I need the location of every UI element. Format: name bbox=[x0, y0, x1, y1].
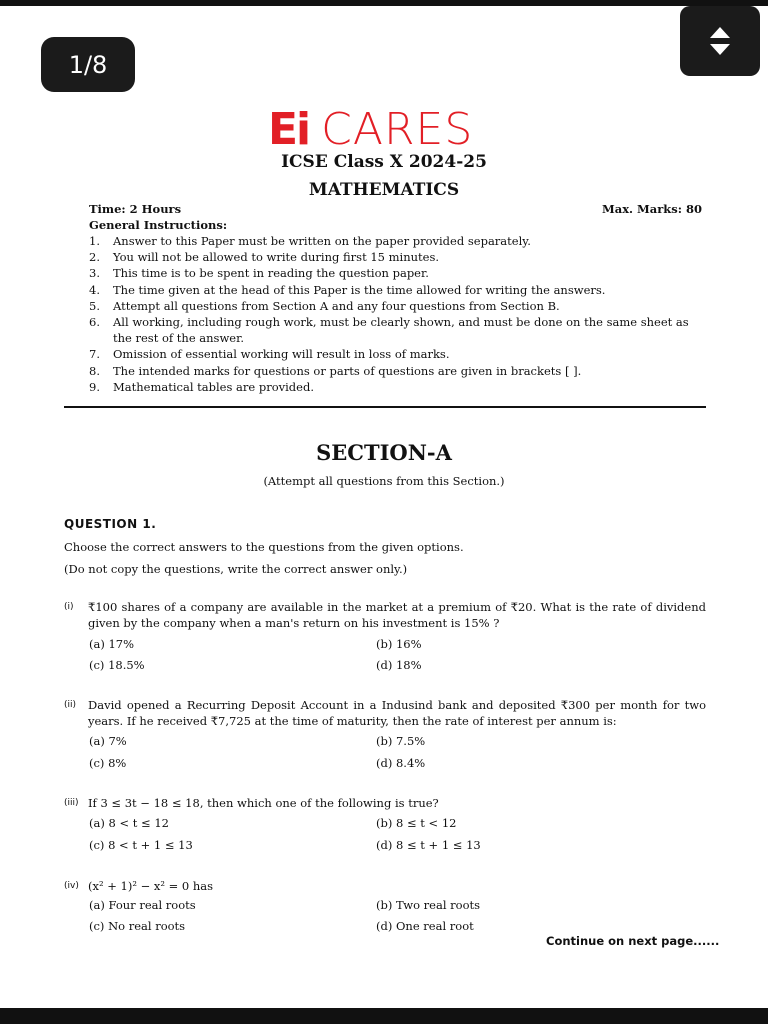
logo-mark: Ei bbox=[268, 103, 310, 155]
option: (a) 8 < t ≤ 12 bbox=[89, 816, 169, 830]
option: (d) 18% bbox=[376, 658, 422, 672]
instruction-item bbox=[89, 298, 709, 314]
sub-question bbox=[64, 879, 706, 895]
option: (b) 7.5% bbox=[376, 734, 426, 748]
option: (d) 8.4% bbox=[376, 756, 426, 770]
instruction-item bbox=[89, 233, 709, 249]
logo-text: CARES bbox=[321, 103, 474, 155]
instruction-number: 1. bbox=[89, 234, 100, 248]
sub-question-text: ₹100 shares of a company are available in the market at a premium of ₹20. What is the rate of dividend given by the company when a man's return on his investment is 15% ? bbox=[88, 600, 706, 630]
time-allowed: Time: 2 Hours bbox=[89, 202, 182, 216]
ei-cares-logo bbox=[268, 104, 498, 154]
option: (a) 7% bbox=[89, 734, 127, 748]
option: (a) Four real roots bbox=[89, 898, 196, 912]
divider bbox=[64, 406, 706, 408]
sub-question bbox=[64, 796, 706, 812]
up-down-chevrons-icon bbox=[707, 23, 733, 59]
instructions-heading: General Instructions: bbox=[89, 218, 228, 232]
instruction-number: 8. bbox=[89, 363, 100, 378]
option: (c) 18.5% bbox=[89, 658, 145, 672]
instruction-item bbox=[89, 265, 709, 281]
instruction-number: 3. bbox=[89, 266, 100, 281]
sub-question-number: (i) bbox=[64, 602, 74, 612]
instructions-list bbox=[89, 233, 709, 395]
option: (b) Two real roots bbox=[376, 898, 481, 912]
instruction-number: 5. bbox=[89, 298, 100, 313]
page-navigation-button[interactable] bbox=[680, 6, 760, 76]
instruction-item bbox=[89, 379, 709, 395]
sub-question bbox=[64, 600, 706, 631]
instruction-item bbox=[89, 249, 709, 265]
instruction-number: 2. bbox=[89, 250, 100, 265]
sub-question-number: (iii) bbox=[64, 798, 79, 808]
option: (c) 8 < t + 1 ≤ 13 bbox=[89, 838, 193, 852]
instruction-text: You will not be allowed to write during first 15 minutes. bbox=[113, 250, 440, 265]
instruction-text: This time is to be spent in reading the question paper. bbox=[113, 266, 429, 281]
instruction-item bbox=[89, 346, 709, 362]
option: (d) 8 ≤ t + 1 ≤ 13 bbox=[376, 838, 481, 852]
question-note: (Do not copy the questions, write the correct answer only.) bbox=[64, 562, 408, 576]
sub-question bbox=[64, 698, 706, 729]
instruction-item bbox=[89, 282, 709, 298]
instruction-item bbox=[89, 314, 709, 346]
section-title: SECTION-A bbox=[316, 440, 452, 465]
page-indicator: 1/8 bbox=[41, 37, 135, 92]
section-note: (Attempt all questions from this Section.) bbox=[263, 474, 505, 488]
exam-title: ICSE Class X 2024-25 bbox=[281, 152, 487, 172]
instruction-number: 6. bbox=[89, 315, 100, 330]
sub-question-text: David opened a Recurring Deposit Account in a Indusind bank and deposited ₹300 per month for two years. If he received ₹7,725 at the time of maturity, then the rate of interest per annum is: bbox=[88, 698, 706, 728]
instruction-item bbox=[89, 363, 709, 379]
instruction-number: 4. bbox=[89, 282, 100, 297]
instruction-text: All working, including rough work, must be clearly shown, and must be done on the same sheet as the rest of the answer. bbox=[113, 315, 689, 346]
instruction-text: Omission of essential working will result in loss of marks. bbox=[113, 347, 450, 362]
bottom-edge-bar bbox=[0, 1008, 768, 1024]
option: (c) 8% bbox=[89, 756, 127, 770]
option: (c) No real roots bbox=[89, 919, 186, 933]
top-edge-bar bbox=[0, 0, 768, 6]
question-label: QUESTION 1. bbox=[64, 517, 157, 531]
option: (b) 8 ≤ t < 12 bbox=[376, 816, 457, 830]
sub-question-number: (iv) bbox=[64, 881, 79, 891]
instruction-text: The intended marks for questions or parts of questions are given in brackets [ ]. bbox=[113, 363, 582, 378]
option: (a) 17% bbox=[89, 637, 135, 651]
sub-question-text: If 3 ≤ 3t − 18 ≤ 18, then which one of the following is true? bbox=[88, 796, 439, 810]
sub-question-text: (x² + 1)² − x² = 0 has bbox=[88, 879, 214, 893]
option: (d) One real root bbox=[376, 919, 474, 933]
instruction-number: 9. bbox=[89, 379, 100, 394]
instruction-text: Answer to this Paper must be written on the paper provided separately. bbox=[113, 234, 531, 248]
option: (b) 16% bbox=[376, 637, 422, 651]
subject-title: MATHEMATICS bbox=[308, 180, 460, 200]
sub-question-number: (ii) bbox=[64, 700, 77, 710]
continue-note: Continue on next page...... bbox=[546, 934, 720, 948]
instruction-number: 7. bbox=[89, 347, 100, 362]
instruction-text: The time given at the head of this Paper is the time allowed for writing the answers. bbox=[113, 282, 606, 297]
question-intro: Choose the correct answers to the questions from the given options. bbox=[64, 540, 464, 554]
instruction-text: Attempt all questions from Section A and any four questions from Section B. bbox=[113, 298, 560, 313]
instruction-text: Mathematical tables are provided. bbox=[113, 379, 314, 394]
max-marks: Max. Marks: 80 bbox=[602, 202, 702, 216]
